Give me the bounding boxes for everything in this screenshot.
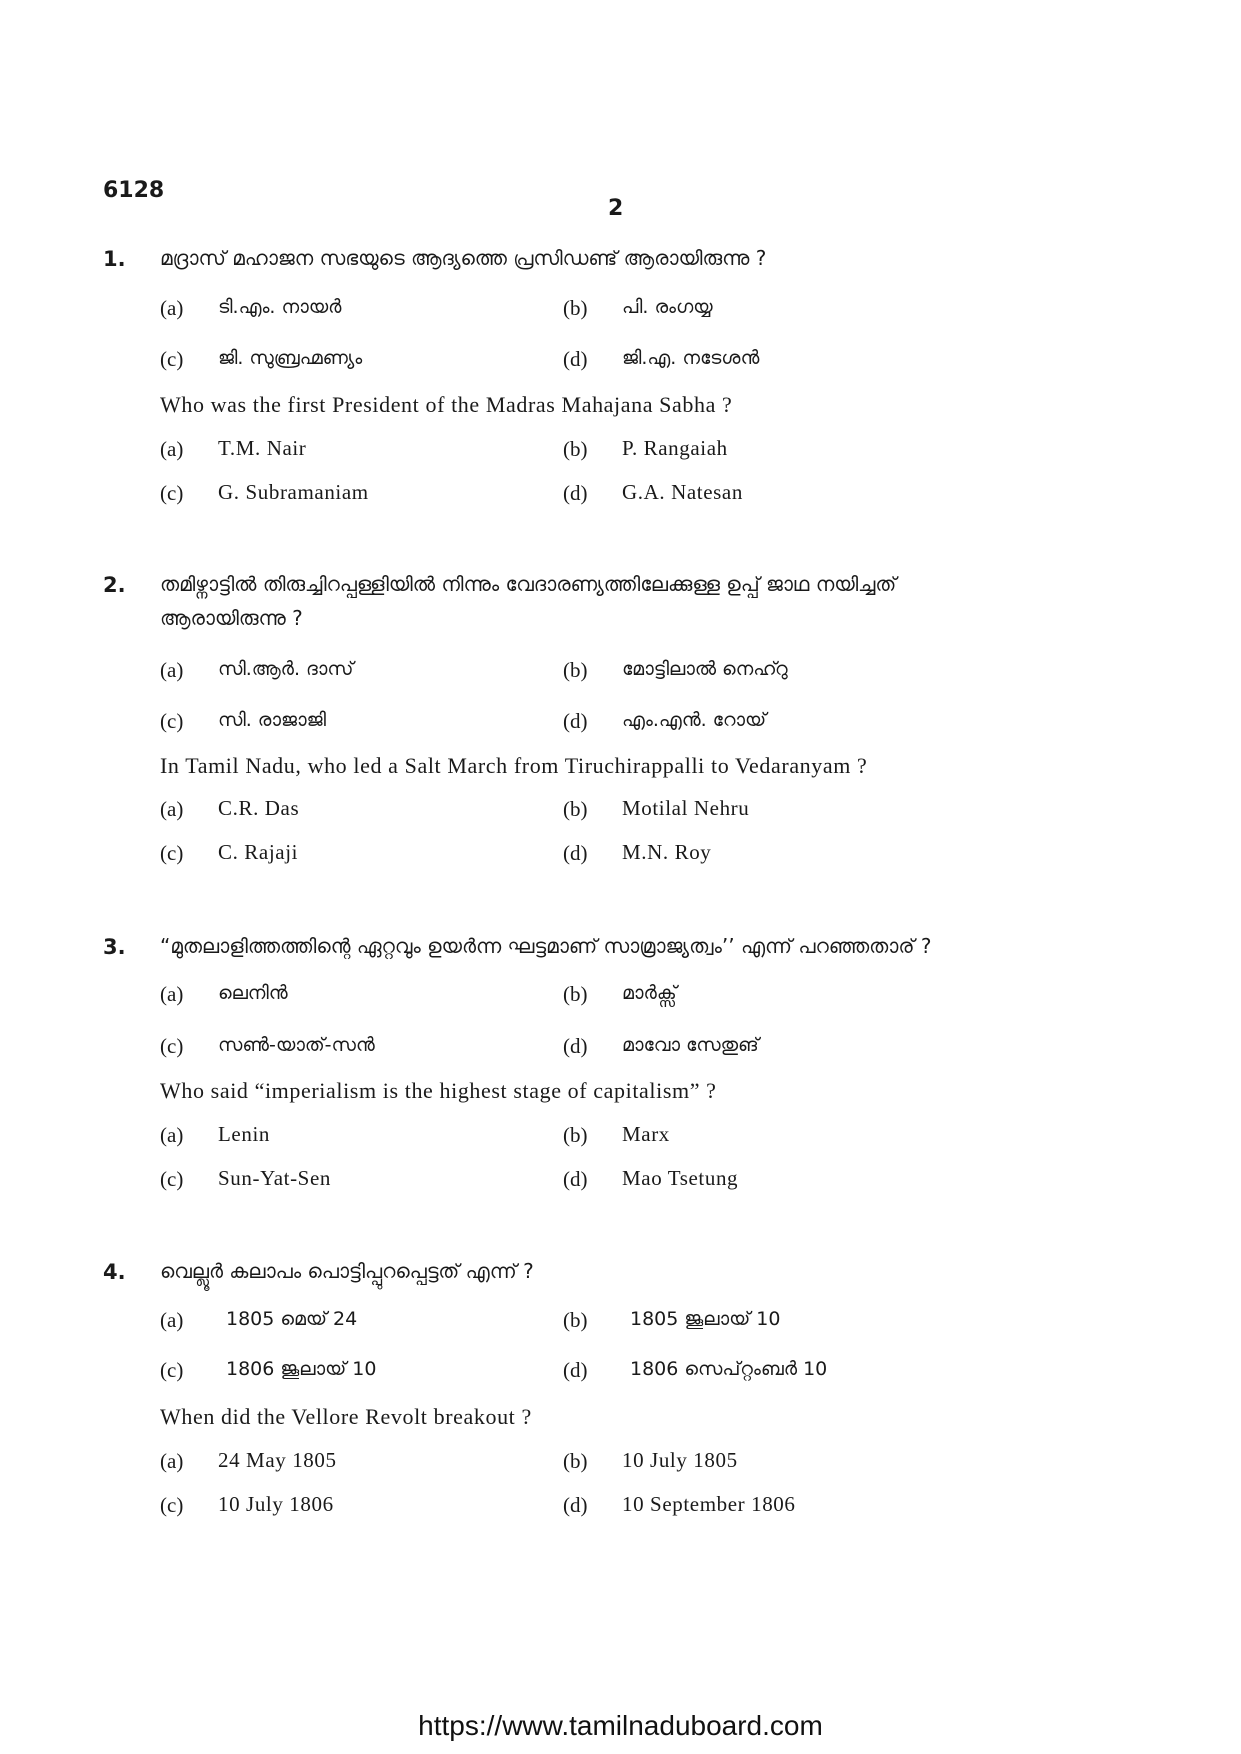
en-option-d: Mao Tsetung <box>622 1166 739 1190</box>
ml-option-d: എം.എൻ. റോയ് <box>622 709 767 731</box>
question-number: 2. <box>103 573 126 597</box>
option-label: (d) <box>563 1493 588 1517</box>
en-option-b: 10 July 1805 <box>622 1448 738 1472</box>
option-label: (c) <box>160 1034 184 1058</box>
en-option-b: Motilal Nehru <box>622 796 750 820</box>
ml-option-c: സൺ-യാത്-സൻ <box>218 1034 375 1056</box>
option-label: (c) <box>160 481 184 505</box>
question-number: 1. <box>103 247 126 271</box>
ml-option-d: ജി.എ. നടേശൻ <box>622 347 760 369</box>
ml-question-text-cont: ആരായിരുന്നു ? <box>160 606 303 630</box>
en-question-text: When did the Vellore Revolt breakout ? <box>160 1404 532 1429</box>
en-option-a: T.M. Nair <box>218 436 307 460</box>
option-label: (d) <box>563 481 588 505</box>
option-label: (d) <box>563 1034 588 1058</box>
ml-option-c: സി. രാജാജി <box>218 709 326 731</box>
en-question-text: Who said “imperialism is the highest stage of capitalism” ? <box>160 1078 717 1103</box>
option-label: (a) <box>160 437 184 461</box>
ml-option-a: 1805 മെയ് 24 <box>226 1308 358 1330</box>
en-option-b: Marx <box>622 1122 670 1146</box>
en-option-b: P. Rangaiah <box>622 436 728 460</box>
en-option-a: 24 May 1805 <box>218 1448 337 1472</box>
en-option-c: C. Rajaji <box>218 840 299 864</box>
ml-question-text: വെല്ലൂർ കലാപം പൊട്ടിപ്പുറപ്പെട്ടത് എന്ന് ? <box>160 1259 534 1283</box>
footer-url[interactable]: https://www.tamilnaduboard.com <box>418 1710 823 1741</box>
question-number: 4. <box>103 1260 126 1284</box>
option-label: (b) <box>563 1308 588 1332</box>
ml-option-d: 1806 സെപ്റ്റംബർ 10 <box>630 1358 828 1380</box>
option-label: (a) <box>160 1123 184 1147</box>
option-label: (a) <box>160 296 184 320</box>
ml-option-a: ടി.എം. നായർ <box>218 296 342 318</box>
en-option-d: 10 September 1806 <box>622 1492 796 1516</box>
ml-question-text: മദ്രാസ് മഹാജന സഭയുടെ ആദ്യത്തെ പ്രസിഡണ്ട് ആരായിരുന്നു ? <box>160 246 767 270</box>
en-option-a: C.R. Das <box>218 796 300 820</box>
ml-option-c: 1806 ജൂലായ് 10 <box>226 1358 377 1380</box>
ml-option-a: സി.ആർ. ദാസ് <box>218 658 354 680</box>
ml-option-c: ജി. സുബ്രഹ്മണ്യം <box>218 347 363 369</box>
en-option-d: G.A. Natesan <box>622 480 743 504</box>
option-label: (c) <box>160 1493 184 1517</box>
option-label: (a) <box>160 658 184 682</box>
option-label: (b) <box>563 1123 588 1147</box>
option-label: (b) <box>563 437 588 461</box>
ml-option-d: മാവോ സേതുങ് <box>622 1034 759 1056</box>
option-label: (d) <box>563 1167 588 1191</box>
paper-code: 6128 <box>103 178 165 203</box>
option-label: (a) <box>160 797 184 821</box>
en-option-a: Lenin <box>218 1122 270 1146</box>
option-label: (d) <box>563 347 588 371</box>
option-label: (b) <box>563 1449 588 1473</box>
ml-question-text: തമിഴ്നാട്ടിൽ തിരുച്ചിറപ്പള്ളിയിൽ നിന്നും വേദാരണ്യത്തിലേക്കുള്ള ഉപ്പ് ജാഥ നയിച്ചത് <box>160 572 897 596</box>
option-label: (c) <box>160 709 184 733</box>
option-label: (d) <box>563 841 588 865</box>
option-label: (c) <box>160 1167 184 1191</box>
option-label: (c) <box>160 347 184 371</box>
option-label: (a) <box>160 1449 184 1473</box>
en-option-c: Sun-Yat-Sen <box>218 1166 331 1190</box>
en-option-c: G. Subramaniam <box>218 480 369 504</box>
ml-option-b: പി. രംഗയ്യ <box>622 296 713 318</box>
option-label: (a) <box>160 982 184 1006</box>
ml-option-b: മാർക്സ് <box>622 982 677 1004</box>
ml-option-b: മോട്ടിലാൽ നെഹ്റു <box>622 658 788 680</box>
question-number: 3. <box>103 935 126 959</box>
ml-option-a: ലെനിൻ <box>218 982 288 1004</box>
en-question-text: Who was the first President of the Madras Mahajana Sabha ? <box>160 392 733 417</box>
option-label: (d) <box>563 1358 588 1382</box>
en-question-text: In Tamil Nadu, who led a Salt March from Tiruchirappalli to Vedaranyam ? <box>160 753 868 778</box>
option-label: (c) <box>160 841 184 865</box>
option-label: (b) <box>563 658 588 682</box>
option-label: (c) <box>160 1358 184 1382</box>
en-option-d: M.N. Roy <box>622 840 712 864</box>
option-label: (b) <box>563 797 588 821</box>
en-option-c: 10 July 1806 <box>218 1492 334 1516</box>
option-label: (d) <box>563 709 588 733</box>
option-label: (b) <box>563 982 588 1006</box>
page-number: 2 <box>608 196 624 221</box>
ml-question-text: “മുതലാളിത്തത്തിന്റെ ഏറ്റവും ഉയർന്ന ഘട്ടമാണ് സാമ്രാജ്യത്വം’’ എന്ന് പറഞ്ഞതാര് ? <box>160 934 932 958</box>
option-label: (a) <box>160 1308 184 1332</box>
ml-option-b: 1805 ജൂലായ് 10 <box>630 1308 781 1330</box>
option-label: (b) <box>563 296 588 320</box>
